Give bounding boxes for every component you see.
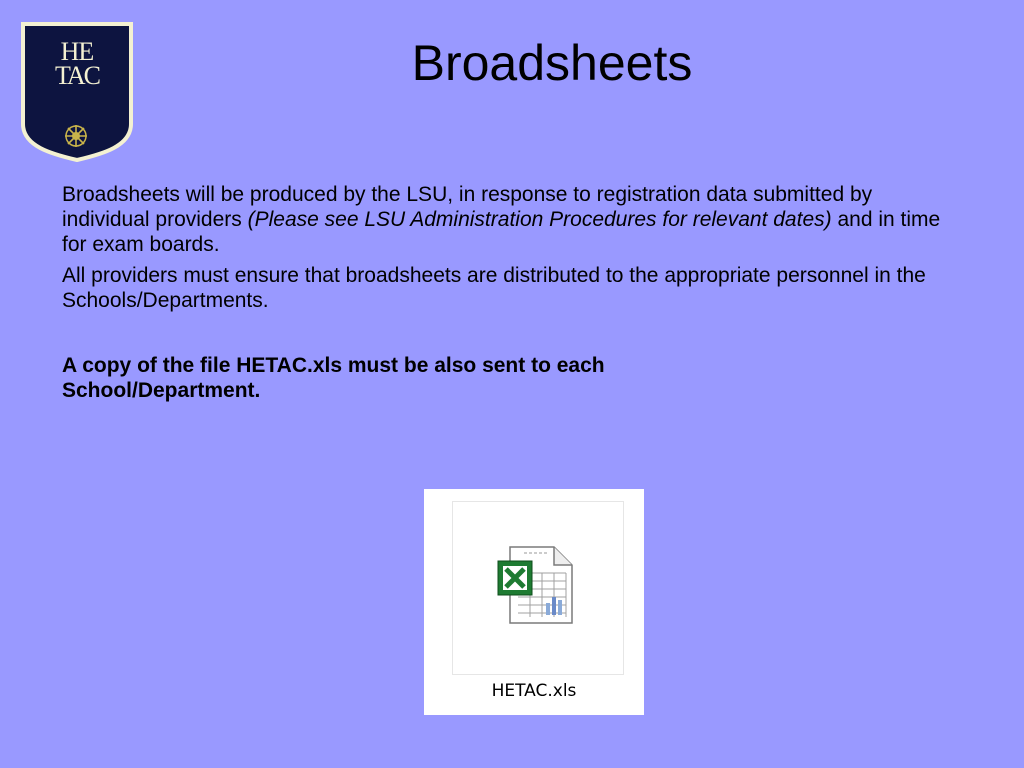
excel-file-icon [496,543,582,629]
slide-body [62,182,962,409]
logo-emblem-icon [65,125,87,147]
paragraph-copy-file: A copy of the file HETAC.xls must be also sent to each School/Department. [62,354,605,402]
logo-line1: HE [60,37,94,66]
attachment-filename: HETAC.xls [491,681,577,701]
paragraph-distribution: All providers must ensure that broadsheets are distributed to the appropriate personnel in the Schools/Departments. [62,264,926,312]
paragraph-broadsheets-produced [62,182,962,257]
logo-line2: TAC [55,61,99,90]
paragraph1-italic-note: (Please see LSU Administration Procedures for relevant dates) [247,208,832,231]
paragraph1-text-b: and in time for exam boards. [62,208,941,256]
paragraph1-text-a: Broadsheets will be produced by the LSU, in response to registration data submitted by individual providers [62,183,873,231]
embedded-file-attachment[interactable] [424,489,644,715]
slide-title: Broadsheets [411,35,693,91]
